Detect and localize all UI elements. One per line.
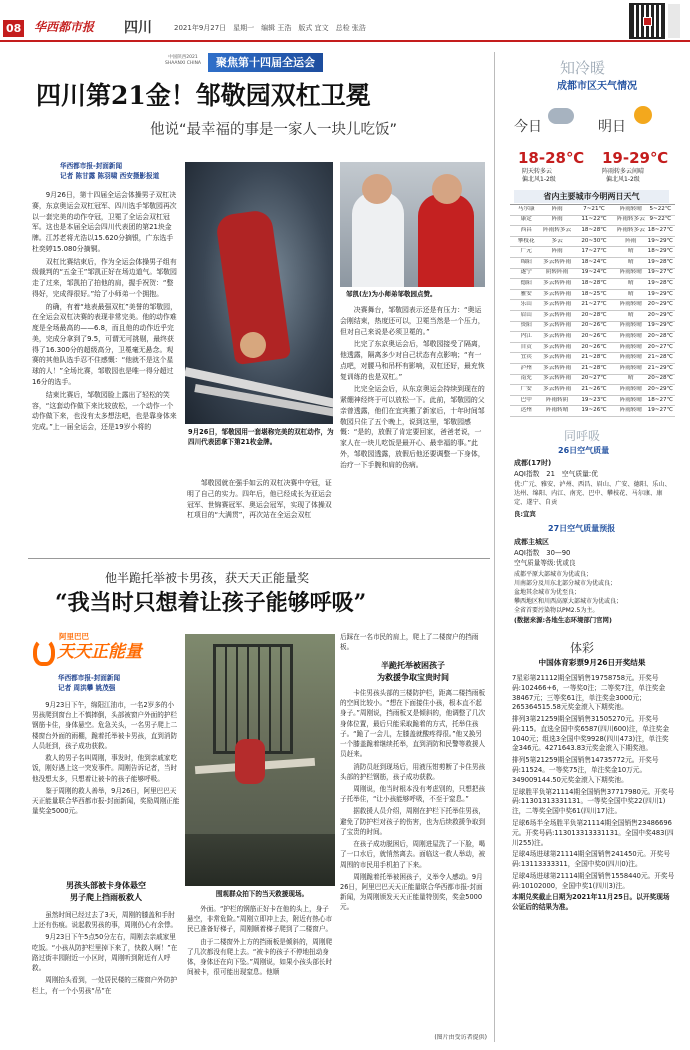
city-weather-row	[510, 205, 675, 216]
paragraph: 卡住男孩头部的三楼防护栏，距离二楼挡雨板的空间比较小。“想在下面接住小孩，根本直不起身子。”周刚说，挡雨板又是倾斜的，他调整了几次身体位置，最后只能采取跪着的方式，托举住孩子。“跪了一会儿，左膝盖就酸疼得很。”他又换另一个膝盖跪着继续托举，直到消防和民警等救援人员赶来。	[340, 689, 486, 759]
air-city-26: 成都(17时)	[514, 459, 552, 467]
city-weather-cell: 晴	[628, 290, 634, 297]
paragraph: 周刚说，他当时根本没有考虑别的，只想把孩子托举住，“让小孩能够呼吸，不至于窒息。”	[340, 784, 486, 804]
forecast-line: 攀西地区和川西高原大部城市为优或良；	[514, 598, 623, 605]
story2-column-1	[32, 700, 180, 876]
city-weather-row	[510, 406, 675, 417]
qr-code[interactable]	[629, 3, 665, 39]
story2-kicker: 他半跪托举被卡男孩，获天天正能量奖	[105, 571, 310, 585]
city-weather-cell: 20~28℃	[647, 375, 673, 382]
city-weather-cell: 遂宁	[520, 269, 532, 276]
city-weather-row	[510, 269, 675, 280]
city-weather-cell: 康定	[520, 216, 532, 223]
forecast-line: 盆地其余城市为优至良；	[514, 589, 581, 596]
story1-column-3	[340, 305, 485, 545]
weather-title: 成都市区天气情况	[557, 81, 637, 92]
city-weather-cell: 德阳	[520, 280, 532, 287]
city-weather-cell: 21~28℃	[647, 354, 673, 361]
city-weather-cell: 17~27℃	[581, 248, 607, 255]
paragraph: 后踩在一名市民的肩上，爬上了二楼窗户的挡雨板。	[340, 633, 479, 652]
city-weather-cell: 20~27℃	[581, 375, 607, 382]
air-deco: 同呼吸	[564, 429, 601, 443]
city-weather-cell: 阵雨转晴	[619, 407, 642, 414]
city-weather-row	[510, 216, 675, 227]
city-weather-cell: 21~26℃	[581, 385, 607, 392]
city-weather-cell: 多云转阵雨	[543, 322, 572, 329]
city-weather-cell: 19~24℃	[581, 269, 607, 276]
story2-headline: “我当时只想着让孩子能够呼吸”	[55, 590, 367, 616]
city-weather-cell: 18~28℃	[581, 280, 607, 287]
story2-column-2	[187, 904, 335, 1044]
story2-subhead-2	[340, 660, 486, 683]
city-weather-cell: 攀枝花	[517, 237, 535, 244]
city-weather-cell: 阵雨	[551, 205, 563, 212]
paragraph: 周刚抬头看到，一处居民楼的三楼窗户外防护栏上，有一个小男孩“吊”在	[32, 976, 178, 995]
story1-headline: 四川第21金！邹敬园双杠卫冕	[36, 82, 371, 110]
city-weather-cell: 11~22℃	[581, 216, 607, 223]
city-weather-cell: 20~28℃	[647, 333, 673, 339]
city-weather-cell: 内江	[520, 333, 532, 339]
paragraph: 邹敬园就在强手如云的双杠决赛中夺冠，证明了自己的实力。四年后，他已经成长为亚运会冠军、世锦赛冠军、奥运会冠军，实现了体操双杠项目的“大满贯”，再次站在全运会双杠	[187, 479, 332, 520]
city-weather-cell: 多云	[551, 237, 563, 244]
air-fine-cities: 良:宜宾	[514, 510, 536, 518]
city-weather-cell: 多云转阵雨	[543, 343, 572, 350]
city-weather-cell: 阵雨	[551, 248, 563, 255]
city-weather-row	[510, 247, 675, 258]
weather-deco: 知冷暖	[560, 59, 606, 77]
air-title-26: 26日空气质量	[558, 446, 610, 455]
page-number: 08	[3, 20, 24, 37]
games-banner	[160, 52, 370, 74]
logo-program: 天天正能量	[57, 642, 142, 662]
air-forecast-list	[514, 570, 676, 615]
alibaba-icon	[33, 638, 55, 666]
city-weather-cell: 阵雨	[551, 216, 563, 223]
city-weather-cell: 眉山	[520, 311, 532, 318]
city-weather-cell: 19~26℃	[581, 407, 607, 414]
city-weather-cell: 21~28℃	[581, 354, 607, 361]
paragraph: 的确，有着“地表最强双杠”美誉的邹敬园，在全运会双杠决赛的表现非常完美。他的动作难度是全场最高的——6.8，而且他的动作近乎完美，完成分拿到了9.5，可谓无可挑剔，最终获得了16.300分的超级高分，卫冕毫无悬念。观赛的其他队选手忍不住感慨：“他就不是这个星球的人！”全场比赛，邹敬园也是唯一得分超过16分的选手。	[32, 302, 177, 387]
city-weather-row	[510, 290, 675, 301]
lottery-title: 中国体育彩票9月26日开奖结果	[538, 658, 646, 667]
city-weather-cell: 多云转阵雨	[543, 301, 572, 308]
story2-column-3a	[340, 632, 486, 656]
city-weather-cell: 20~26℃	[581, 333, 607, 339]
lottery-results	[512, 674, 675, 913]
story1-byline	[60, 162, 190, 182]
city-weather-cell: 晴	[628, 375, 634, 382]
city-weather-cell: 阵雨转晴	[619, 396, 642, 403]
city-weather-cell: 19~28℃	[647, 258, 673, 265]
city-weather-cell: 宜宾	[520, 354, 532, 361]
tomorrow-temp: 19-29℃	[602, 149, 669, 167]
city-weather-cell: 阵雨转多云	[616, 227, 645, 234]
city-weather-cell: 20~26℃	[581, 322, 607, 329]
subhead-line: 男子爬上挡雨板救人	[70, 892, 142, 902]
subhead-line: 男孩头部被卡身体悬空	[66, 881, 146, 890]
paragraph: 9月26日，第十四届全运会体操男子双杠决赛，东京奥运会双杠冠军、四川选手邹敬园再次以一套完美的动作夺冠，卫冕了全运会双杠冠军。这也是本届全运会四川代表团的第21块金牌。江苏老将尤浩以15.620分摘银，广东选手杜奕婷15.080分摘铜。	[32, 191, 177, 253]
city-weather-title: 省内主要城市今明两日天气	[514, 190, 669, 203]
gymnast-head	[240, 332, 266, 358]
city-weather-cell: 多云转阵雨	[543, 290, 572, 297]
paragraph: 救人的男子名叫周刚，事发时，他到亲戚家吃饭，刚好遇上这一突发事件。周刚告诉记者，当时他没想太多，只想着让被卡的孩子能够呼吸。	[32, 754, 178, 783]
paragraph: 比完了东京奥运会后，邹敬园接受了隔离，他透露，隔离多少对自己状态有点影响；“有一点吧，对腰马和吊杯有影响，双杠还好，最充恢复训练的也是双杠。”	[340, 340, 485, 381]
paragraph: 9月23日下午，绵阳江油市，一名2岁多的小男孩爬到窗台上不慎摔倒，头部被窗户外面的护栏钢筋卡住，身体悬空。危急关头，一名男子爬上二楼窗台外面的雨棚，跪着托举被卡男孩，直到消防人员赶到，孩子成功获救。	[32, 701, 178, 750]
city-weather-row	[510, 364, 675, 375]
city-weather-table	[510, 204, 675, 417]
lottery-panel	[500, 640, 680, 1045]
city-weather-cell: 绵阳	[520, 258, 532, 265]
city-weather-cell: 阵雨	[625, 237, 637, 244]
paragraph: 9月23日下午5点50分左右，周刚去亲戚家里吃饭。“小孩从防护栏里掉下来了，快救人啊！”在路过街丰园附近一小区时，周刚听到附近有人呼救。	[32, 933, 178, 973]
city-weather-cell: 雅安	[520, 290, 532, 297]
city-weather-cell: 巴中	[520, 396, 532, 403]
story2-subhead-1	[32, 880, 180, 903]
gymnast-photo	[185, 162, 333, 424]
story1-subhead: 他说“最幸福的事是一家人一块儿吃饭”	[150, 122, 398, 138]
lottery-item: 足球4场进球第21114期全国销售1558440元。开奖号码:10102000，全国中奖1(四川3)注。	[512, 871, 675, 890]
city-weather-row	[510, 343, 675, 354]
coach-photo	[340, 162, 485, 287]
city-weather-cell: 阵雨转晴	[619, 269, 642, 276]
today-label: 今日	[514, 119, 542, 135]
city-weather-cell: 18~27℃	[647, 227, 673, 234]
city-weather-row	[510, 385, 675, 396]
city-weather-cell: 19~28℃	[647, 280, 673, 287]
paragraph: 外面。“护栏的钢筋正好卡在他的头上，身子悬空，非常危险。”周刚立即冲上去，附近有热心市民已准备好梯子，周刚顺着梯子爬到了二楼窗户。	[187, 905, 333, 934]
photo1-caption: 9月26日，邹敬园用一套堪称完美的双杠动作，为四川代表团拿下第21枚金牌。	[188, 428, 334, 446]
city-weather-cell: 资阳	[520, 322, 532, 329]
crowd	[185, 834, 335, 886]
cloudy-icon	[548, 108, 574, 124]
city-weather-cell: 晴	[628, 311, 634, 318]
tomorrow-desc2: 偏北风1-2级	[606, 176, 640, 183]
lottery-item: 排列3第21259期全国销售31505270元。开奖号码:115。直选全国中奖6587(四川600)注，单注奖金1040元；组选3全国中奖9928(四川473)注，单注奖金346元。4271643.83元奖金滚入下期奖池。	[512, 715, 670, 753]
city-weather-cell: 21~29℃	[647, 364, 673, 371]
city-weather-cell: 阴转阵雨	[545, 269, 569, 276]
city-weather-row	[510, 258, 675, 269]
paragraph: 鉴于周刚的救人善举，9月26日，阿里巴巴天天正能量联合华西都市报-封面新闻，奖励周刚正能量奖金5000元。	[32, 786, 180, 816]
story1-byline-reporters: 记者 陈甘露 陈羽啸 西安摄影报道	[60, 171, 160, 180]
section-title: 四川	[124, 20, 152, 36]
lottery-item: 排列5第21259期全国销售14735772元。开奖号码:11524。一等奖75注，单注奖金10万元。349009144.50元奖金滚入下期奖池。	[512, 756, 659, 784]
city-weather-row	[510, 396, 675, 407]
lottery-item: 足球4场进球第21114期全国销售241450元。开奖号码:13113333311，全国中奖0(四川0)注。	[512, 850, 671, 869]
air-good-cities: 优:广元、雅安、泸州、西昌、眉山、广安、德阳、乐山、达州、绵阳、内江、南充、巴中、攀枝花、马尔康、康定、遂宁、自贡	[514, 481, 671, 506]
city-weather-cell: 自贡	[520, 343, 532, 350]
city-weather-cell: 19~27℃	[647, 269, 673, 276]
city-weather-cell: 18~29℃	[647, 248, 673, 255]
city-weather-cell: 9~22℃	[649, 216, 672, 223]
city-weather-cell: 20~29℃	[647, 385, 673, 392]
page-header	[0, 0, 690, 42]
paragraph: 双杠比赛结束后，作为全运会体操男子组有级裁判的“五金王”邹凯正好在场边道气。邹敬园走了过来，邹凯拍了拍他的肩，握手祝贺：“整得好，完成得很好。”给了小师弟一个拥抱。	[32, 257, 177, 298]
city-weather-row	[510, 226, 675, 237]
person-right-head	[432, 174, 462, 204]
person-left-head	[362, 174, 392, 204]
city-weather-cell: 阵雨转晴	[619, 364, 642, 371]
city-weather-cell: 5~22℃	[649, 205, 672, 212]
paragraph: 结束比赛后，邹敬园脸上露出了轻松的笑容，“这套动作做下来比较放松，一个动作一个动作做下来，也没有太多想法吧，也是靠身体来完成。”上一届全运会，还是19岁小将的	[32, 390, 177, 432]
rescue-photo-caption: 围观群众拍下的当天救援现场。	[215, 890, 309, 898]
city-weather-cell: 阵雨转晴	[619, 205, 642, 212]
city-weather-cell: 南充	[520, 375, 532, 382]
paper-logo: 华西都市报	[34, 20, 95, 34]
city-weather-cell: 阵雨转晴	[619, 301, 642, 308]
photo-credit: (图片由受访者提供)	[434, 1034, 487, 1041]
subhead-line: 为救援争取宝贵时间	[377, 672, 449, 682]
city-weather-cell: 18~27℃	[647, 396, 673, 403]
today-temp: 18-28℃	[518, 149, 585, 167]
city-weather-cell: 乐山	[520, 301, 532, 308]
city-weather-cell: 达州	[520, 407, 532, 414]
air-data-source: (数据来源:各地生态环境部门官网)	[514, 616, 612, 624]
story2-byline	[58, 674, 178, 694]
city-weather-cell: 20~26℃	[581, 343, 607, 350]
city-weather-cell: 20~29℃	[647, 301, 673, 308]
city-weather-cell: 多云转阵雨	[543, 364, 572, 371]
today-card	[508, 96, 588, 186]
city-weather-row	[510, 375, 675, 386]
city-weather-cell: 18~25℃	[581, 290, 607, 297]
paragraph: 在孩子成功脱困后，周刚进屋洗了一下脸，喝了一口水后，就悄然离去。面临这一救人举动，被周围的市民用手机拍了下来。	[340, 840, 486, 869]
city-weather-cell: 19~29℃	[647, 322, 673, 329]
city-weather-cell: 多云转阵雨	[543, 280, 572, 287]
paragraph: 比完全运会后，从东京奥运会持续到现在的紧绷神经终于可以放松一下。此前，邹敬园的父亲曾透露，他们在宜宾搬了新家后，十年时间邹敬园只住了五个晚上，说到这里，邹敬园感慨：“是的，放假了肯定要回家，爸爸老说，一家人在一块儿吃饭是最开心、最幸福的事。”此外，邹敬园透露，放假后他还要调整一下身体，治疗一下手腕和肩的伤病。	[340, 385, 485, 469]
games-logo: 中国陕西2021 SHAANXI CHINA	[164, 55, 202, 66]
city-weather-row	[510, 300, 675, 311]
city-weather-cell: 阵雨转晴	[545, 407, 569, 414]
city-weather-cell: 20~28℃	[581, 311, 607, 318]
lottery-item: 足球6场半全场胜平负第21114期全国销售23486696元。开奖号码:113013313331131。全国中奖483(四川255)注。	[512, 818, 674, 847]
tomorrow-label: 明日	[598, 119, 626, 135]
paragraph: 周刚跪着托举被困孩子，义举令人感动。9月26日，阿里巴巴天天正能量联合华西都市报-封面新闻，为周刚颁发天天正能量特别奖，奖金5000元。	[340, 872, 483, 912]
lottery-item: 7星彩第21112期全国销售19758758元。开奖号码:102466+6，一等奖0注；二等奖7注，单注奖金38467元；三等奖61注，单注奖金3000元；265364515.58元奖金滚入下期奖池。	[512, 674, 666, 712]
city-weather-cell: 多云转阵雨	[543, 258, 572, 265]
story1-byline-org: 华西都市报-封面新闻	[60, 162, 123, 170]
city-weather-cell: 20~29℃	[647, 311, 673, 318]
paragraph: 据救援人员介绍，周刚在护栏下托举住男孩，避免了防护栏对孩子的伤害，也为后续救援争取到了宝贵的时间。	[340, 807, 486, 836]
story-divider	[28, 558, 490, 559]
city-weather-row	[510, 311, 675, 322]
city-weather-row	[510, 322, 675, 333]
lottery-item: 足球胜平负第21114期全国销售37717980元。开奖号码:11301313331131。一等奖全国中奖22(四川1)注，二等奖全国中奖61(四川17)注。	[512, 787, 675, 816]
city-weather-cell: 多云转阵雨	[543, 311, 572, 318]
city-weather-cell: 阵雨转阴	[545, 396, 569, 403]
city-weather-cell: 多云转阵雨	[543, 333, 572, 339]
city-weather-cell: 18~24℃	[581, 258, 607, 265]
city-weather-cell: 多云转阵雨	[543, 354, 572, 361]
rescue-photo	[185, 634, 335, 886]
city-weather-cell: 19~23℃	[581, 396, 607, 403]
city-weather-cell: 20~27℃	[647, 343, 673, 350]
city-weather-cell: 阵雨转多云	[543, 227, 572, 234]
air-level-27: 空气质量等级:优或良	[514, 559, 576, 567]
logo-company: 阿里巴巴	[59, 632, 89, 641]
city-weather-cell: 泸州	[520, 364, 532, 371]
city-weather-cell: 19~29℃	[647, 290, 673, 297]
city-weather-cell: 晴	[628, 280, 634, 287]
tomorrow-card	[592, 96, 676, 186]
city-weather-cell: 19~27℃	[647, 407, 673, 414]
story2-byline-org: 华西都市报-封面新闻	[58, 674, 121, 682]
story1-column-2	[187, 478, 335, 548]
forecast-line: 成都平原大部城市为优或良；	[514, 571, 593, 578]
story2-column-3	[340, 688, 486, 1034]
paragraph: 决赛舞台，邹敬园表示还是有压力：“奥运会刚结束，热度还可以，卫冕当然是一个压力，但对自己来说是必须卫冕的。”	[340, 306, 485, 336]
city-weather-cell: 19~29℃	[647, 237, 673, 244]
paragraph: 消防员赶到现场后，用液压钳剪断了卡住男孩头部的护栏钢筋，孩子成功获救。	[340, 762, 486, 781]
city-weather-row	[510, 332, 675, 343]
tomorrow-desc1: 阵雨转多云间晴	[602, 168, 645, 175]
story2-byline-reporters: 记者 周洪攀 姚茂强	[58, 683, 116, 692]
city-weather-cell: 21~27℃	[581, 301, 607, 308]
city-weather-cell: 马尔康	[517, 205, 535, 212]
weather-panel	[500, 52, 680, 422]
city-weather-cell: 阵雨转晴	[619, 333, 642, 339]
city-weather-row	[510, 237, 675, 248]
city-weather-cell: 21~28℃	[581, 364, 607, 371]
city-weather-cell: 广元	[520, 248, 532, 255]
sidebar-divider	[494, 52, 495, 1042]
air-area-27: 成都主城区	[514, 538, 549, 546]
date-line: 2021年9月27日 星期一 编辑 王浩 版式 宜文 总检 张浩	[174, 24, 366, 32]
sun-cloud-icon	[634, 106, 652, 124]
city-weather-row	[510, 353, 675, 364]
today-desc1: 阴天转多云	[522, 168, 553, 175]
photo2-caption: 邹凯(左)为小师弟邹敬园点赞。	[346, 290, 437, 298]
air-aqi-26: AQI指数 21 空气质量:优	[514, 470, 598, 478]
city-weather-cell: 阵雨转晴	[619, 322, 642, 329]
rescuer-figure	[235, 739, 265, 784]
city-weather-cell: 晴	[628, 248, 634, 255]
city-weather-cell: 20~30℃	[581, 237, 607, 244]
air-quality-panel	[500, 428, 680, 633]
paragraph: 虽然时间已经过去了3天，周刚的膝盖和手肘上还有伤痕。说起救男孩的事，周刚仍心有余悸。	[32, 911, 178, 930]
city-weather-cell: 西昌	[520, 227, 532, 234]
forecast-line: 全省首要污染物以PM2.5为主。	[514, 607, 599, 614]
alibaba-positive-energy-logo	[33, 632, 173, 672]
today-desc2: 偏北风1-2级	[522, 176, 556, 183]
qr-side-strip	[668, 4, 680, 38]
air-title-27: 27日空气质量预报	[548, 524, 616, 533]
city-weather-cell: 18~28℃	[581, 227, 607, 234]
city-weather-cell: 阵雨转晴	[619, 354, 642, 361]
city-weather-cell: 多云转阵雨	[543, 375, 572, 382]
forecast-line: 川南部分及川东北部分城市为优或良；	[514, 580, 617, 587]
city-weather-cell: 阵雨转晴	[619, 385, 642, 392]
city-weather-cell: 广安	[520, 385, 532, 392]
city-weather-cell: 阵雨转多云	[616, 216, 645, 223]
city-weather-cell: 阵雨转晴	[619, 343, 642, 350]
city-weather-cell: 晴	[628, 258, 634, 265]
lottery-deco: 体彩	[570, 641, 595, 655]
story2-column-1b	[32, 910, 180, 1045]
person-left	[352, 192, 404, 287]
city-weather-cell: 7~21℃	[583, 205, 605, 212]
city-weather-row	[510, 279, 675, 290]
air-aqi-27: AQI指数 30—90	[514, 549, 571, 557]
games-banner-label: 聚焦第十四届全运会	[208, 53, 323, 72]
person-right	[418, 194, 474, 287]
city-weather-cell: 多云转阵雨	[543, 385, 572, 392]
window-frame	[213, 644, 293, 754]
story1-column-1	[32, 190, 180, 545]
lottery-note: 本期兑奖截止日期为2021年11月25日。以开奖现场公证后的结果为准。	[512, 893, 670, 912]
subhead-line: 半跪托举被困孩子	[381, 661, 445, 670]
paragraph: 由于二楼窗外上方的挡雨板是倾斜的，周刚爬了几次都没有爬上去。“被卡的孩子不停地扭动身体，身体还在向下坠。”周刚说，如果小孩头部长时间被卡，很可能出现窒息。他顺	[187, 937, 333, 977]
